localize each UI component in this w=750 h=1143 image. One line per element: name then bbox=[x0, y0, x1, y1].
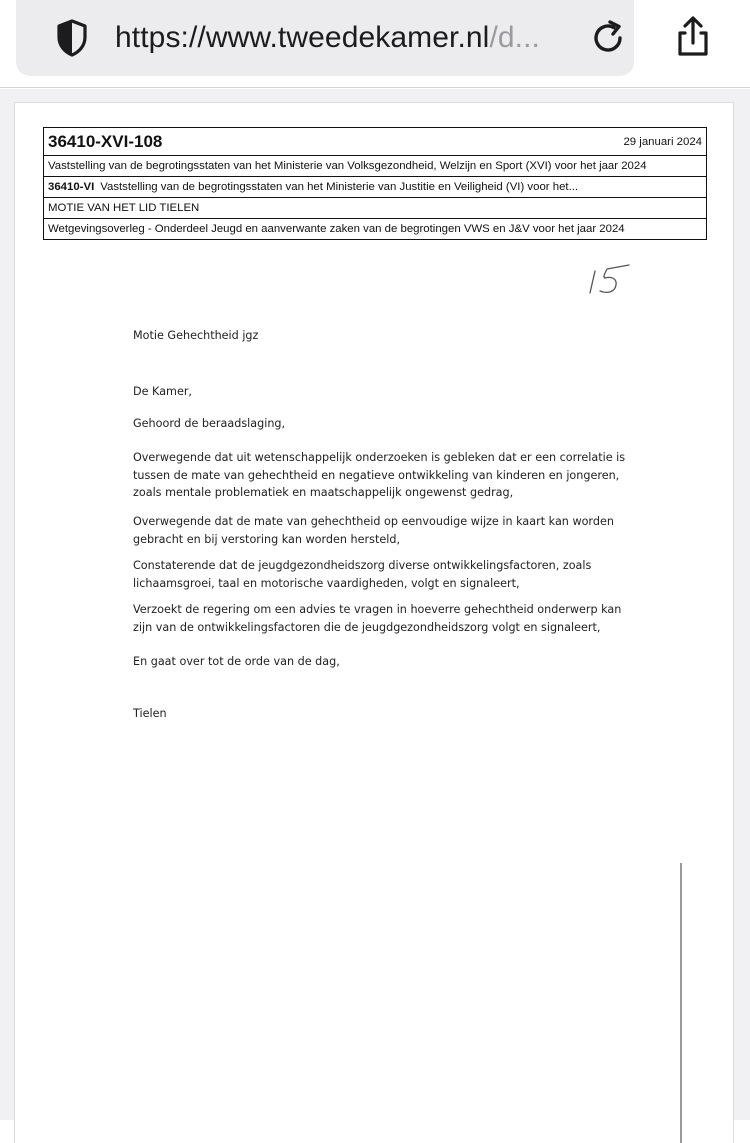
header-row-meeting: Wetgevingsoverleg - Onderdeel Jeugd en aanverwante zaken van de begrotingen VWS en J&V voor het jaar 2024 bbox=[44, 218, 706, 239]
address-bar[interactable] bbox=[16, 0, 634, 76]
motion-line: Constaterende dat de jeugdgezondheidszorg diverse ontwikkelingsfactoren, zoals bbox=[133, 559, 592, 572]
url-text[interactable] bbox=[115, 18, 585, 58]
motion-line: zoals mentale problematiek en maatschappelijk ongewenst gedrag, bbox=[133, 486, 514, 499]
header-row-motion-type: MOTIE VAN HET LID TIELEN bbox=[44, 197, 706, 218]
jv-title: Vaststelling van de begrotingsstaten van het Ministerie van Justitie en Veiligheid (VI) voor het... bbox=[100, 181, 579, 193]
header-row-title bbox=[44, 128, 706, 155]
motion-paragraph-4 bbox=[133, 601, 621, 636]
share-icon[interactable] bbox=[668, 12, 718, 62]
motion-salutation: De Kamer, bbox=[133, 385, 192, 398]
page-viewport[interactable] bbox=[0, 89, 750, 1120]
url-path: /d... bbox=[489, 21, 540, 54]
motion-paragraph-3 bbox=[133, 557, 591, 592]
motion-line: Overwegende dat uit wetenschappelijk onderzoeken is gebleken dat er een correlatie is bbox=[133, 451, 626, 464]
document-number: 36410-XVI-108 bbox=[48, 132, 163, 151]
shield-icon[interactable] bbox=[50, 16, 94, 60]
motion-line: gebracht en bij verstoring kan worden hersteld, bbox=[133, 532, 400, 546]
header-row-jv bbox=[44, 176, 706, 197]
motion-title: Motie Gehechtheid jgz bbox=[133, 329, 259, 342]
motion-line: lichaamsgroei, taal en motorische vaardigheden, volgt en signaleert, bbox=[133, 576, 520, 590]
handwritten-number bbox=[585, 261, 645, 303]
document-page bbox=[15, 103, 733, 1143]
scanned-motion bbox=[63, 245, 683, 1135]
jv-code: 36410-VI bbox=[48, 181, 95, 193]
motion-heard: Gehoord de beraadslaging, bbox=[133, 417, 286, 430]
browser-toolbar bbox=[0, 0, 750, 88]
url-main: https://www.tweedekamer.nl bbox=[115, 21, 490, 54]
document-date: 29 januari 2024 bbox=[623, 136, 702, 148]
scan-edge-line bbox=[680, 863, 682, 1143]
motion-paragraph-2 bbox=[133, 513, 614, 548]
document-header-table bbox=[43, 127, 707, 240]
motion-closing: En gaat over tot de orde van de dag, bbox=[133, 655, 340, 668]
header-row-vws: Vaststelling van de begrotingsstaten van het Ministerie van Volksgezondheid, Welzijn en Sport (XVI) voor het jaar 2024 bbox=[44, 155, 706, 176]
motion-line: Overwegende dat de mate van gehechtheid op eenvoudige wijze in kaart kan worden bbox=[133, 515, 614, 528]
motion-line: tussen de mate van gehechtheid en negatieve ontwikkeling van kinderen en jongeren, bbox=[133, 468, 620, 482]
motion-line: Verzoekt de regering om een advies te vragen in hoeverre gehechtheid onderwerp kan bbox=[133, 603, 622, 616]
motion-signature: Tielen bbox=[133, 707, 167, 720]
motion-line: zijn van de ontwikkelingsfactoren die de jeugdgezondheidszorg volgt en signaleert, bbox=[133, 620, 601, 634]
reload-icon[interactable] bbox=[584, 14, 632, 62]
motion-paragraph-1 bbox=[133, 449, 625, 502]
